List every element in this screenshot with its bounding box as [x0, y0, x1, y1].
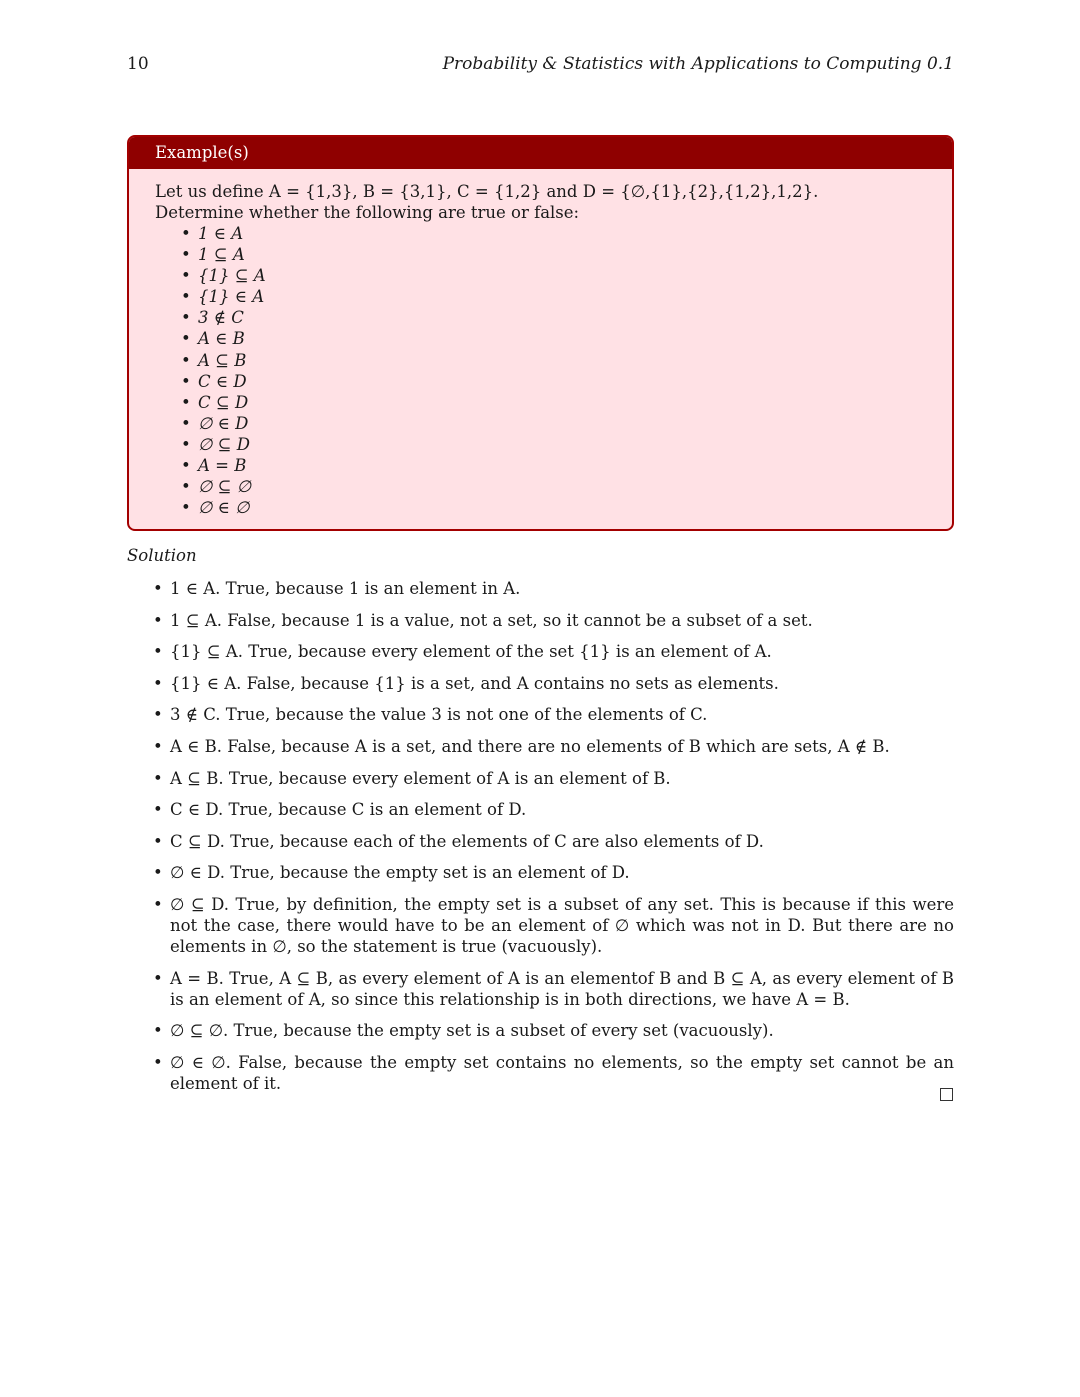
- example-title: Example(s): [129, 137, 952, 169]
- solution-item: • A = B. True, A ⊆ B, as every element of A is an elementof B and B ⊆ A, as every element of B is an element of A, so since this relationship is in both directions, we have A = B.: [153, 968, 954, 1010]
- solution-item: • ∅ ⊆ D. True, by definition, the empty set is a subset of any set. This is because if this were not the case, there would have to be an element of ∅ which was not in D. But there are no elements in ∅, so the statement is true (vacuously).: [153, 894, 954, 957]
- solution-item: • 1 ∈ A. True, because 1 is an element in A.: [153, 578, 954, 599]
- example-intro-line1: Let us define A = {1,3}, B = {3,1}, C = {1,2} and D = {∅,{1},{2},{1,2},1,2}.: [155, 182, 819, 201]
- solution-item: • {1} ∈ A. False, because {1} is a set, and A contains no sets as elements.: [153, 673, 954, 694]
- example-intro-line2: Determine whether the following are true or false:: [155, 203, 580, 222]
- solution-item: • ∅ ∈ D. True, because the empty set is an element of D.: [153, 862, 954, 883]
- example-item: • A ∈ B: [181, 328, 952, 349]
- example-item: • A ⊆ B: [181, 350, 952, 371]
- solution-item: • C ∈ D. True, because C is an element of D.: [153, 799, 954, 820]
- page-number: 10: [127, 54, 149, 74]
- solution-item: • ∅ ⊆ ∅. True, because the empty set is a subset of every set (vacuously).: [153, 1020, 954, 1041]
- example-list: [155, 223, 952, 518]
- solution-item: • C ⊆ D. True, because each of the elements of C are also elements of D.: [153, 831, 954, 852]
- example-item: • A = B: [181, 455, 952, 476]
- solution-item: • 1 ⊆ A. False, because 1 is a value, not a set, so it cannot be a subset of a set.: [153, 610, 954, 631]
- solution-item: • {1} ⊆ A. True, because every element of the set {1} is an element of A.: [153, 641, 954, 662]
- example-item: • ∅ ⊆ D: [181, 434, 952, 455]
- solution-label: Solution: [127, 546, 197, 565]
- example-item: • ∅ ⊆ ∅: [181, 476, 952, 497]
- example-item: • 1 ⊆ A: [181, 244, 952, 265]
- example-box: [127, 135, 954, 531]
- example-item: • ∅ ∈ ∅: [181, 497, 952, 518]
- running-title: Probability & Statistics with Applications to Computing 0.1: [442, 54, 954, 74]
- example-item: • {1} ⊆ A: [181, 265, 952, 286]
- example-item: • C ∈ D: [181, 371, 952, 392]
- qed-square-icon: [940, 1088, 953, 1101]
- solution-item: • 3 ∉ C. True, because the value 3 is not one of the elements of C.: [153, 704, 954, 725]
- solution-item: • ∅ ∈ ∅. False, because the empty set contains no elements, so the empty set cannot be an element of it.: [153, 1052, 954, 1094]
- page-header: [127, 54, 954, 78]
- example-body: [129, 169, 952, 518]
- example-item: • 1 ∈ A: [181, 223, 952, 244]
- example-item: • C ⊆ D: [181, 392, 952, 413]
- solution-item: • A ∈ B. False, because A is a set, and there are no elements of B which are sets, A ∉ B.: [153, 736, 954, 757]
- example-item: • 3 ∉ C: [181, 307, 952, 328]
- example-item: • {1} ∈ A: [181, 286, 952, 307]
- example-item: • ∅ ∈ D: [181, 413, 952, 434]
- solution-list: [153, 578, 954, 1104]
- solution-item: • A ⊆ B. True, because every element of A is an element of B.: [153, 768, 954, 789]
